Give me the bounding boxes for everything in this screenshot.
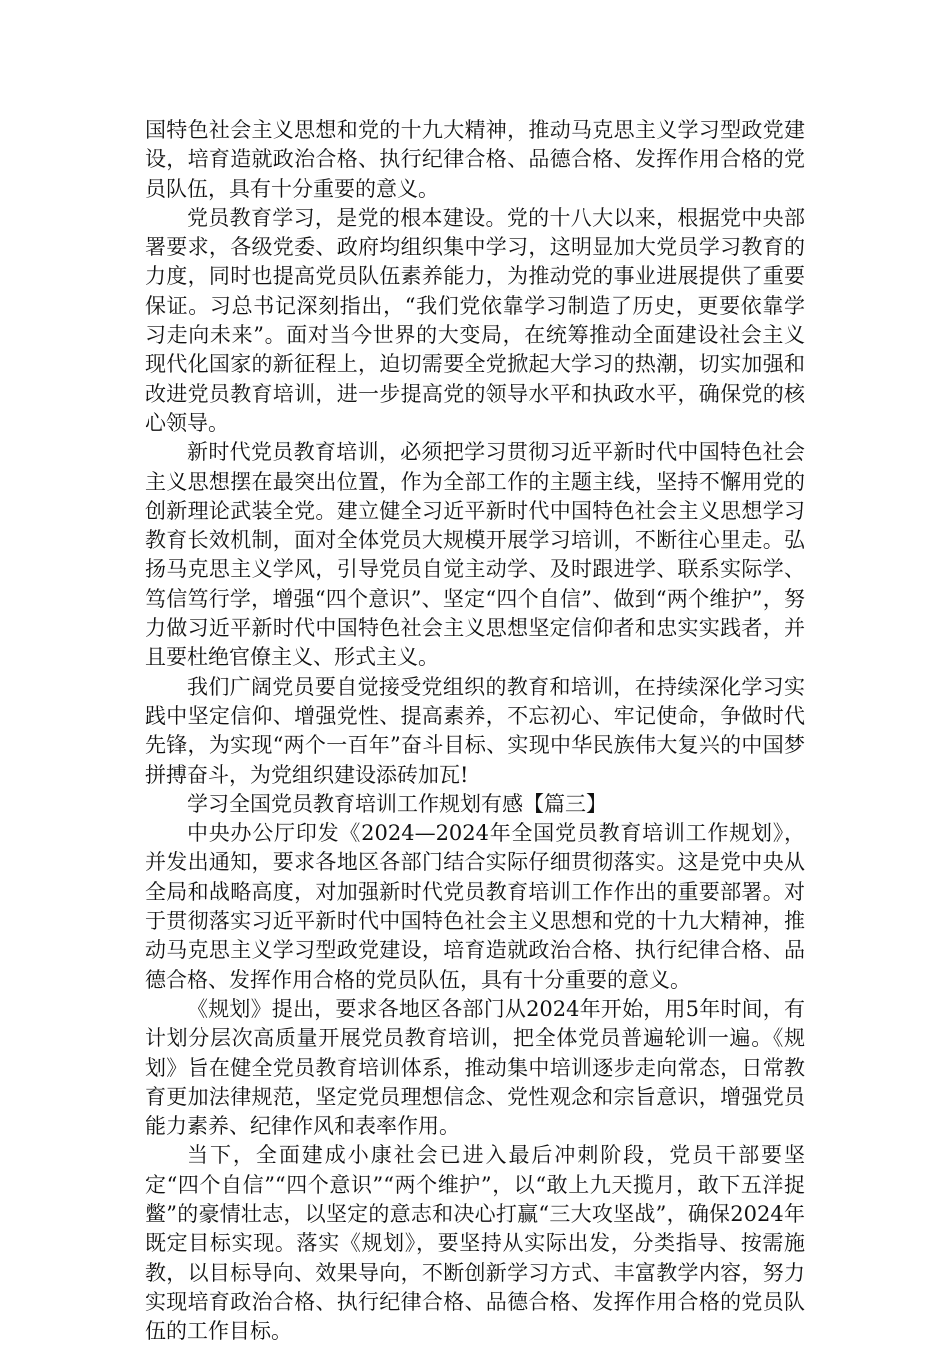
paragraph: 国特色社会主义思想和党的十九大精神，推动马克思主义学习型政党建设，培育造就政治合格、执行纪律合格、品德合格、发挥作用合格的党员队伍，具有十分重要的意义。 (145, 118, 805, 201)
paragraph: 新时代党员教育培训，必须把学习贯彻习近平新时代中国特色社会主义思想摆在最突出位置，作为全部工作的主题主线，坚持不懈用党的创新理论武装全党。建立健全习近平新时代中国特色社会主义思想学习教育长效机制，面对全体党员大规模开展学习培训，不断往心里走。弘扬马克思主义学风，引导党员自觉主动学、及时跟进学、联系实际学、笃信笃行学，增强“四个意识”、坚定“四个自信”、做到“两个维护”，努力做习近平新时代中国特色社会主义思想坚定信仰者和忠实实践者，并且要杜绝官僚主义、形式主义。 (145, 440, 805, 670)
paragraph: 我们广阔党员要自觉接受党组织的教育和培训，在持续深化学习实践中坚定信仰、增强党性、提高素养，不忘初心、牢记使命，争做时代先锋，为实现“两个一百年”奋斗目标、实现中华民族伟大复兴的中国梦拼搏奋斗，为党组织建设添砖加瓦! (145, 674, 805, 787)
section-title: 学习全国党员教育培训工作规划有感【篇三】 (187, 791, 607, 816)
document-page (145, 116, 805, 1346)
paragraph: 中央办公厅印发《2024—2024年全国党员教育培训工作规划》，并发出通知，要求各地区各部门结合实际仔细贯彻落实。这是党中央从全局和战略高度，对加强新时代党员教育培训工作作出的重要部署。对于贯彻落实习近平新时代中国特色社会主义思想和党的十九大精神，推动马克思主义学习型政党建设，培育造就政治合格、执行纪律合格、品德合格、发挥作用合格的党员队伍，具有十分重要的意义。 (145, 821, 805, 992)
paragraph: 党员教育学习，是党的根本建设。党的十八大以来，根据党中央部署要求，各级党委、政府均组织集中学习，这明显加大党员学习教育的力度，同时也提高党员队伍素养能力，为推动党的事业进展提供了重要保证。习总书记深刻指出，“我们党依靠学习制造了历史，更要依靠学习走向未来”。面对当今世界的大变局，在统筹推动全面建设社会主义现代化国家的新征程上，迫切需要全党掀起大学习的热潮，切实加强和改进党员教育培训，进一步提高党的领导水平和执政水平，确保党的核心领导。 (145, 205, 805, 435)
paragraph: 《规划》提出，要求各地区各部门从2024年开始，用5年时间，有计划分层次高质量开展党员教育培训，把全体党员普遍轮训一遍。《规划》旨在健全党员教育培训体系，推动集中培训逐步走向常态，日常教育更加法律规范，坚定党员理想信念、党性观念和宗旨意识，增强党员能力素养、纪律作风和表率作用。 (145, 996, 805, 1139)
paragraph: 当下，全面建成小康社会已进入最后冲刺阶段，党员干部要坚定“四个自信”“四个意识”“两个维护”，以“敢上九天揽月，敢下五洋捉鳖”的豪情壮志，以坚定的意志和决心打赢“三大攻坚战”，确保2024年既定目标实现。落实《规划》，要坚持从实际出发，分类指导、按需施教，以目标导向、效果导向，不断创新学习方式、丰富教学内容，努力实现培育政治合格、执行纪律合格、品德合格、发挥作用合格的党员队伍的工作目标。 (145, 1143, 805, 1344)
